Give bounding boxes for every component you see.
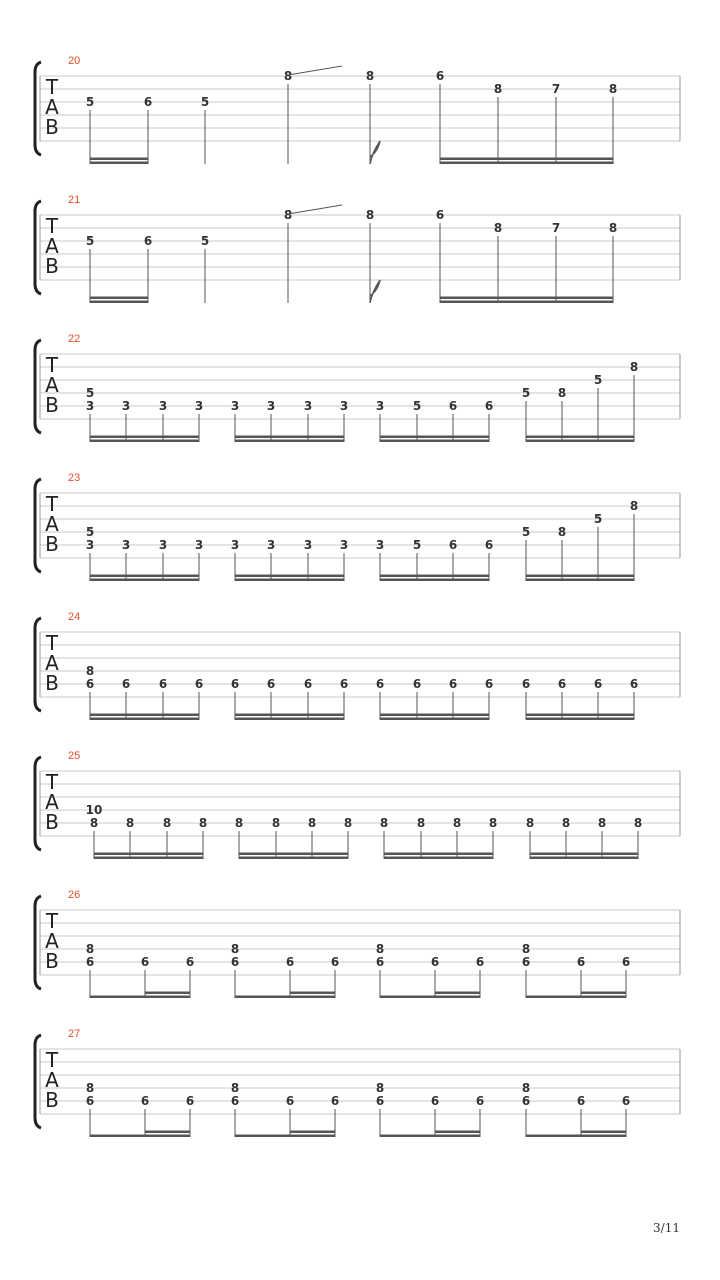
- note: [144, 95, 152, 164]
- tab-clef-letter: A: [45, 1068, 59, 1092]
- fret-number: 8: [488, 816, 498, 830]
- beam: [90, 162, 148, 165]
- fret-number: 8: [365, 208, 375, 222]
- beam: [90, 579, 199, 582]
- fret-number: 3: [85, 399, 95, 413]
- fret-number: 6: [621, 1094, 631, 1108]
- beam: [440, 162, 613, 165]
- fret-number: 6: [576, 955, 586, 969]
- note: [522, 525, 530, 581]
- fret-number: 6: [143, 95, 153, 109]
- beam: [380, 436, 489, 439]
- fret-number: 5: [521, 386, 531, 400]
- fret-number: 5: [593, 373, 603, 387]
- slide-line: [288, 205, 342, 214]
- fret-number: 3: [158, 538, 168, 552]
- beam: [90, 575, 199, 578]
- note: [630, 360, 638, 442]
- fret-number: 8: [557, 386, 567, 400]
- fret-number: 6: [430, 1094, 440, 1108]
- fret-number: 6: [121, 677, 131, 691]
- fret-number: 8: [629, 360, 639, 374]
- tab-clef-letter: B: [45, 393, 59, 417]
- measure-number: 22: [68, 333, 81, 345]
- note: [594, 373, 602, 442]
- note: [494, 82, 502, 164]
- fret-number: 8: [379, 816, 389, 830]
- fret-number: 6: [330, 1094, 340, 1108]
- fret-number: 8: [85, 942, 95, 956]
- fret-number: 6: [448, 677, 458, 691]
- beam: [235, 718, 344, 721]
- fret-number: 5: [412, 399, 422, 413]
- beam: [90, 718, 199, 721]
- tab-clef-letter: A: [45, 790, 59, 814]
- tab-clef-letter: T: [45, 75, 59, 99]
- beam: [526, 996, 626, 999]
- fret-number: 6: [448, 399, 458, 413]
- fret-number: 5: [85, 95, 95, 109]
- note: [552, 221, 560, 303]
- tab-clef-letter: T: [45, 770, 59, 794]
- fret-number: 3: [230, 538, 240, 552]
- beam: [435, 992, 480, 995]
- fret-number: 6: [576, 1094, 586, 1108]
- fret-number: 7: [551, 82, 561, 96]
- fret-number: 3: [375, 538, 385, 552]
- fret-number: 6: [339, 677, 349, 691]
- fret-number: 5: [85, 525, 95, 539]
- fret-number: 6: [557, 677, 567, 691]
- fret-number: 5: [412, 538, 422, 552]
- fret-number: 6: [475, 955, 485, 969]
- fret-number: 8: [89, 816, 99, 830]
- tab-clef-letter: T: [45, 492, 59, 516]
- fret-number: 6: [593, 677, 603, 691]
- beam: [384, 853, 493, 856]
- fret-number: 6: [484, 399, 494, 413]
- note: [86, 234, 94, 303]
- fret-number: 6: [266, 677, 276, 691]
- note: [86, 664, 94, 720]
- fret-number: 6: [140, 955, 150, 969]
- tab-clef-letter: B: [45, 532, 59, 556]
- fret-number: 8: [375, 942, 385, 956]
- system-26: [35, 889, 680, 998]
- fret-number: 6: [629, 677, 639, 691]
- beam: [235, 575, 344, 578]
- fret-number: 3: [121, 538, 131, 552]
- beam: [90, 436, 199, 439]
- tab-clef-letter: T: [45, 1048, 59, 1072]
- beam: [90, 1135, 190, 1138]
- note: [284, 69, 292, 164]
- fret-number: 8: [633, 816, 643, 830]
- note: [522, 386, 530, 442]
- fret-number: 6: [375, 955, 385, 969]
- fret-number: 3: [194, 538, 204, 552]
- beam: [526, 1135, 626, 1138]
- note: [376, 1081, 384, 1137]
- fret-number: 8: [234, 816, 244, 830]
- fret-number: 8: [230, 942, 240, 956]
- beam: [145, 992, 190, 995]
- note: [609, 221, 617, 303]
- fret-number: 3: [375, 399, 385, 413]
- note: [436, 69, 444, 164]
- fret-number: 8: [597, 816, 607, 830]
- note: [558, 525, 566, 581]
- note: [366, 208, 374, 303]
- tab-clef-letter: B: [45, 949, 59, 973]
- system-21: [35, 194, 680, 303]
- note: [494, 221, 502, 303]
- fret-number: 8: [343, 816, 353, 830]
- fret-number: 3: [230, 399, 240, 413]
- beam: [94, 853, 203, 856]
- fret-number: 3: [194, 399, 204, 413]
- beam: [239, 853, 348, 856]
- beam: [530, 853, 638, 856]
- fret-number: 6: [230, 955, 240, 969]
- page-number: 3/11: [653, 1221, 680, 1235]
- beam: [581, 1131, 626, 1134]
- system-23: [35, 472, 680, 581]
- fret-number: 8: [452, 816, 462, 830]
- tab-clef-letter: T: [45, 631, 59, 655]
- beam: [235, 436, 344, 439]
- fret-number: 6: [375, 677, 385, 691]
- fret-number: 8: [283, 208, 293, 222]
- beam: [380, 440, 489, 443]
- beam: [380, 714, 489, 717]
- beam: [94, 857, 203, 860]
- beam: [235, 440, 344, 443]
- beam: [90, 996, 190, 999]
- fret-number: 8: [416, 816, 426, 830]
- beam: [440, 297, 613, 300]
- fret-number: 8: [230, 1081, 240, 1095]
- note: [594, 512, 602, 581]
- note-flag: [370, 141, 380, 164]
- beam: [90, 440, 199, 443]
- fret-number: 10: [85, 803, 103, 817]
- beam: [235, 579, 344, 582]
- tab-clef-letter: A: [45, 512, 59, 536]
- note: [201, 95, 209, 164]
- system-27: [35, 1028, 680, 1137]
- note: [552, 82, 560, 164]
- measure-number: 25: [68, 750, 81, 762]
- note: [366, 69, 374, 164]
- system-20: [35, 55, 680, 164]
- fret-number: 6: [435, 208, 445, 222]
- fret-number: 8: [283, 69, 293, 83]
- note: [522, 942, 530, 998]
- fret-number: 6: [412, 677, 422, 691]
- fret-number: 8: [521, 1081, 531, 1095]
- fret-number: 8: [493, 221, 503, 235]
- tab-clef-letter: A: [45, 234, 59, 258]
- tab-clef-letter: B: [45, 810, 59, 834]
- fret-number: 6: [230, 677, 240, 691]
- fret-number: 6: [85, 1094, 95, 1108]
- fret-number: 6: [143, 234, 153, 248]
- beam: [526, 436, 634, 439]
- fret-number: 8: [162, 816, 172, 830]
- tab-clef-letter: T: [45, 214, 59, 238]
- fret-number: 3: [266, 399, 276, 413]
- fret-number: 6: [158, 677, 168, 691]
- system-24: [35, 611, 680, 720]
- beam: [526, 575, 634, 578]
- tab-clef-letter: B: [45, 254, 59, 278]
- beam: [526, 440, 634, 443]
- measure-number: 24: [68, 611, 81, 623]
- tab-clef-letter: B: [45, 1088, 59, 1112]
- beam: [380, 1135, 480, 1138]
- fret-number: 3: [303, 399, 313, 413]
- beam: [526, 718, 634, 721]
- fret-number: 8: [608, 82, 618, 96]
- note: [201, 234, 209, 303]
- note: [86, 386, 94, 442]
- fret-number: 3: [158, 399, 168, 413]
- note: [86, 942, 94, 998]
- fret-number: 6: [285, 955, 295, 969]
- tab-clef-letter: A: [45, 651, 59, 675]
- fret-number: 8: [525, 816, 535, 830]
- measure-number: 26: [68, 889, 81, 901]
- fret-number: 6: [521, 677, 531, 691]
- fret-number: 8: [85, 1081, 95, 1095]
- fret-number: 8: [375, 1081, 385, 1095]
- fret-number: 8: [557, 525, 567, 539]
- beam: [384, 857, 493, 860]
- fret-number: 5: [200, 95, 210, 109]
- beam: [380, 579, 489, 582]
- note: [231, 942, 239, 998]
- beam: [290, 992, 335, 995]
- fret-number: 8: [629, 499, 639, 513]
- fret-number: 8: [125, 816, 135, 830]
- note: [86, 525, 94, 581]
- fret-number: 6: [185, 1094, 195, 1108]
- beam: [290, 1131, 335, 1134]
- system-22: [35, 333, 680, 442]
- beam: [380, 575, 489, 578]
- fret-number: 6: [521, 1094, 531, 1108]
- fret-number: 5: [85, 234, 95, 248]
- fret-number: 6: [230, 1094, 240, 1108]
- fret-number: 6: [521, 955, 531, 969]
- fret-number: 8: [271, 816, 281, 830]
- beam: [90, 297, 148, 300]
- tab-clef-letter: T: [45, 353, 59, 377]
- fret-number: 6: [194, 677, 204, 691]
- fret-number: 6: [330, 955, 340, 969]
- fret-number: 6: [185, 955, 195, 969]
- beam: [526, 714, 634, 717]
- fret-number: 5: [200, 234, 210, 248]
- slide-line: [288, 66, 342, 75]
- note: [284, 208, 292, 303]
- note: [558, 386, 566, 442]
- beam: [239, 857, 348, 860]
- fret-number: 6: [85, 955, 95, 969]
- beam: [530, 857, 638, 860]
- system-25: [35, 750, 680, 859]
- beam: [380, 996, 480, 999]
- fret-number: 3: [339, 538, 349, 552]
- note: [609, 82, 617, 164]
- fret-number: 3: [121, 399, 131, 413]
- note: [522, 1081, 530, 1137]
- measure-number: 27: [68, 1028, 81, 1040]
- fret-number: 6: [285, 1094, 295, 1108]
- fret-number: 3: [303, 538, 313, 552]
- fret-number: 8: [493, 82, 503, 96]
- tab-clef-letter: B: [45, 115, 59, 139]
- beam: [235, 714, 344, 717]
- tab-clef-letter: B: [45, 671, 59, 695]
- fret-number: 5: [593, 512, 603, 526]
- fret-number: 6: [375, 1094, 385, 1108]
- tab-clef-letter: A: [45, 929, 59, 953]
- tab-clef-letter: T: [45, 909, 59, 933]
- note-flag: [370, 280, 380, 303]
- beam: [235, 996, 335, 999]
- beam: [440, 158, 613, 161]
- note: [630, 499, 638, 581]
- fret-number: 3: [85, 538, 95, 552]
- measure-number: 20: [68, 55, 81, 67]
- beam: [526, 579, 634, 582]
- fret-number: 8: [307, 816, 317, 830]
- fret-number: 8: [85, 664, 95, 678]
- fret-number: 5: [85, 386, 95, 400]
- note: [376, 942, 384, 998]
- note: [86, 803, 103, 859]
- fret-number: 8: [608, 221, 618, 235]
- beam: [90, 301, 148, 304]
- fret-number: 7: [551, 221, 561, 235]
- fret-number: 6: [475, 1094, 485, 1108]
- beam: [435, 1131, 480, 1134]
- beam: [145, 1131, 190, 1134]
- fret-number: 3: [339, 399, 349, 413]
- fret-number: 6: [430, 955, 440, 969]
- measure-number: 21: [68, 194, 81, 206]
- fret-number: 8: [521, 942, 531, 956]
- fret-number: 3: [266, 538, 276, 552]
- note: [436, 208, 444, 303]
- fret-number: 6: [484, 677, 494, 691]
- note: [86, 95, 94, 164]
- fret-number: 6: [303, 677, 313, 691]
- beam: [581, 992, 626, 995]
- fret-number: 6: [85, 677, 95, 691]
- beam: [235, 1135, 335, 1138]
- fret-number: 8: [198, 816, 208, 830]
- fret-number: 5: [521, 525, 531, 539]
- fret-number: 6: [484, 538, 494, 552]
- note: [231, 1081, 239, 1137]
- beam: [90, 714, 199, 717]
- fret-number: 6: [140, 1094, 150, 1108]
- note: [86, 1081, 94, 1137]
- note: [144, 234, 152, 303]
- fret-number: 6: [448, 538, 458, 552]
- beam: [440, 301, 613, 304]
- fret-number: 6: [621, 955, 631, 969]
- beam: [380, 718, 489, 721]
- tab-clef-letter: A: [45, 373, 59, 397]
- tab-clef-letter: A: [45, 95, 59, 119]
- fret-number: 6: [435, 69, 445, 83]
- beam: [90, 158, 148, 161]
- fret-number: 8: [561, 816, 571, 830]
- measure-number: 23: [68, 472, 81, 484]
- fret-number: 8: [365, 69, 375, 83]
